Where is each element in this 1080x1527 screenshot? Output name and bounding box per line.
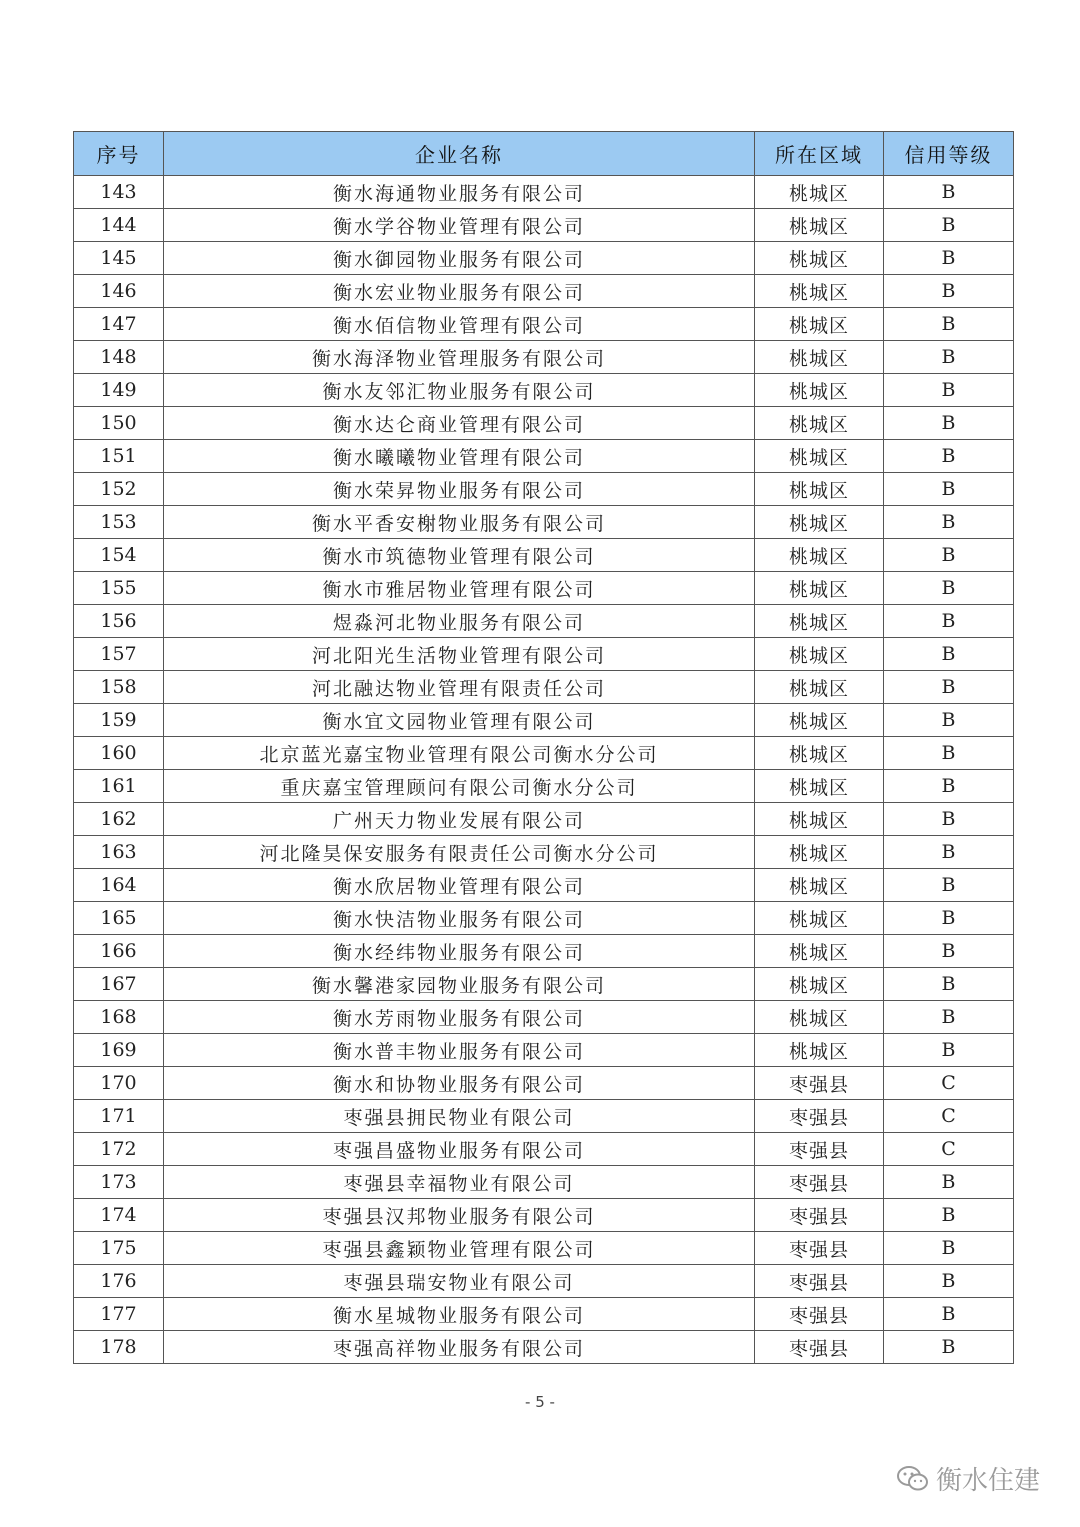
credit-grade-cell: B xyxy=(884,407,1014,440)
header-company-name: 企业名称 xyxy=(164,132,755,176)
credit-grade-cell: B xyxy=(884,737,1014,770)
region-cell: 枣强县 xyxy=(755,1298,884,1331)
credit-grade-cell: B xyxy=(884,341,1014,374)
credit-grade-cell: B xyxy=(884,275,1014,308)
region-cell: 桃城区 xyxy=(755,605,884,638)
credit-grade-cell: B xyxy=(884,1199,1014,1232)
credit-grade-cell: B xyxy=(884,803,1014,836)
table-row xyxy=(74,1298,1014,1331)
region-cell: 桃城区 xyxy=(755,1034,884,1067)
credit-grade-cell: B xyxy=(884,869,1014,902)
serial-number-cell: 163 xyxy=(74,836,164,869)
serial-number-cell: 170 xyxy=(74,1067,164,1100)
table-row xyxy=(74,242,1014,275)
company-name-cell: 衡水达仑商业管理有限公司 xyxy=(164,407,755,440)
company-name-cell: 衡水宏业物业服务有限公司 xyxy=(164,275,755,308)
company-name-cell: 枣强县鑫颖物业管理有限公司 xyxy=(164,1232,755,1265)
serial-number-cell: 155 xyxy=(74,572,164,605)
page-number: - 5 - xyxy=(525,1393,555,1411)
serial-number-cell: 143 xyxy=(74,176,164,209)
serial-number-cell: 175 xyxy=(74,1232,164,1265)
credit-grade-cell: B xyxy=(884,242,1014,275)
region-cell: 枣强县 xyxy=(755,1133,884,1166)
table-row xyxy=(74,1001,1014,1034)
credit-grade-cell: B xyxy=(884,572,1014,605)
region-cell: 桃城区 xyxy=(755,737,884,770)
credit-grade-cell: B xyxy=(884,1232,1014,1265)
credit-grade-cell: C xyxy=(884,1067,1014,1100)
credit-grade-cell: B xyxy=(884,1034,1014,1067)
region-cell: 桃城区 xyxy=(755,572,884,605)
region-cell: 桃城区 xyxy=(755,374,884,407)
credit-grade-cell: B xyxy=(884,440,1014,473)
table-row xyxy=(74,308,1014,341)
region-cell: 桃城区 xyxy=(755,935,884,968)
credit-grade-cell: B xyxy=(884,902,1014,935)
credit-grade-cell: B xyxy=(884,704,1014,737)
table-row xyxy=(74,968,1014,1001)
table-row xyxy=(74,638,1014,671)
table-row xyxy=(74,803,1014,836)
region-cell: 桃城区 xyxy=(755,836,884,869)
table-row xyxy=(74,275,1014,308)
serial-number-cell: 149 xyxy=(74,374,164,407)
serial-number-cell: 172 xyxy=(74,1133,164,1166)
credit-grade-cell: B xyxy=(884,1298,1014,1331)
serial-number-cell: 167 xyxy=(74,968,164,1001)
company-name-cell: 衡水星城物业服务有限公司 xyxy=(164,1298,755,1331)
credit-grade-cell: B xyxy=(884,473,1014,506)
company-name-cell: 枣强高祥物业服务有限公司 xyxy=(164,1331,755,1364)
credit-grade-cell: B xyxy=(884,671,1014,704)
wechat-icon xyxy=(896,1464,930,1494)
region-cell: 枣强县 xyxy=(755,1067,884,1100)
table-body xyxy=(74,176,1014,1364)
company-name-cell: 衡水佰信物业管理有限公司 xyxy=(164,308,755,341)
table-row xyxy=(74,1265,1014,1298)
company-name-cell: 衡水曦曦物业管理有限公司 xyxy=(164,440,755,473)
table-row xyxy=(74,605,1014,638)
serial-number-cell: 165 xyxy=(74,902,164,935)
region-cell: 枣强县 xyxy=(755,1331,884,1364)
company-name-cell: 重庆嘉宝管理顾问有限公司衡水分公司 xyxy=(164,770,755,803)
credit-grade-cell: B xyxy=(884,176,1014,209)
table-row xyxy=(74,869,1014,902)
credit-grade-cell: B xyxy=(884,638,1014,671)
serial-number-cell: 160 xyxy=(74,737,164,770)
company-name-cell: 衡水芳雨物业服务有限公司 xyxy=(164,1001,755,1034)
table-row xyxy=(74,572,1014,605)
credit-grade-cell: B xyxy=(884,770,1014,803)
company-name-cell: 衡水友邻汇物业服务有限公司 xyxy=(164,374,755,407)
company-name-cell: 衡水和协物业服务有限公司 xyxy=(164,1067,755,1100)
credit-rating-table xyxy=(73,131,1014,1364)
serial-number-cell: 152 xyxy=(74,473,164,506)
serial-number-cell: 159 xyxy=(74,704,164,737)
credit-grade-cell: B xyxy=(884,1331,1014,1364)
table-row xyxy=(74,440,1014,473)
company-name-cell: 衡水荣昇物业服务有限公司 xyxy=(164,473,755,506)
serial-number-cell: 145 xyxy=(74,242,164,275)
region-cell: 桃城区 xyxy=(755,473,884,506)
serial-number-cell: 177 xyxy=(74,1298,164,1331)
table-row xyxy=(74,407,1014,440)
table-row xyxy=(74,1232,1014,1265)
company-name-cell: 北京蓝光嘉宝物业管理有限公司衡水分公司 xyxy=(164,737,755,770)
company-name-cell: 衡水市雅居物业管理有限公司 xyxy=(164,572,755,605)
serial-number-cell: 148 xyxy=(74,341,164,374)
serial-number-cell: 161 xyxy=(74,770,164,803)
table-row xyxy=(74,539,1014,572)
table-row xyxy=(74,737,1014,770)
table-row xyxy=(74,374,1014,407)
region-cell: 枣强县 xyxy=(755,1100,884,1133)
company-name-cell: 枣强县汉邦物业服务有限公司 xyxy=(164,1199,755,1232)
header-serial-number: 序号 xyxy=(74,132,164,176)
region-cell: 桃城区 xyxy=(755,902,884,935)
region-cell: 桃城区 xyxy=(755,539,884,572)
region-cell: 桃城区 xyxy=(755,275,884,308)
region-cell: 桃城区 xyxy=(755,308,884,341)
credit-grade-cell: B xyxy=(884,374,1014,407)
company-name-cell: 衡水馨港家园物业服务有限公司 xyxy=(164,968,755,1001)
table-row xyxy=(74,1100,1014,1133)
table-row xyxy=(74,506,1014,539)
company-name-cell: 河北阳光生活物业管理有限公司 xyxy=(164,638,755,671)
region-cell: 桃城区 xyxy=(755,968,884,1001)
table-row xyxy=(74,341,1014,374)
company-name-cell: 煜淼河北物业服务有限公司 xyxy=(164,605,755,638)
region-cell: 枣强县 xyxy=(755,1199,884,1232)
credit-grade-cell: B xyxy=(884,1166,1014,1199)
header-region: 所在区域 xyxy=(755,132,884,176)
serial-number-cell: 166 xyxy=(74,935,164,968)
serial-number-cell: 156 xyxy=(74,605,164,638)
serial-number-cell: 147 xyxy=(74,308,164,341)
header-credit-grade: 信用等级 xyxy=(884,132,1014,176)
table-row xyxy=(74,935,1014,968)
region-cell: 桃城区 xyxy=(755,638,884,671)
region-cell: 桃城区 xyxy=(755,671,884,704)
region-cell: 桃城区 xyxy=(755,770,884,803)
company-name-cell: 衡水御园物业服务有限公司 xyxy=(164,242,755,275)
credit-grade-cell: C xyxy=(884,1100,1014,1133)
region-cell: 桃城区 xyxy=(755,440,884,473)
serial-number-cell: 171 xyxy=(74,1100,164,1133)
company-name-cell: 衡水经纬物业服务有限公司 xyxy=(164,935,755,968)
region-cell: 枣强县 xyxy=(755,1166,884,1199)
table-row xyxy=(74,1166,1014,1199)
company-name-cell: 河北隆昊保安服务有限责任公司衡水分公司 xyxy=(164,836,755,869)
table-row xyxy=(74,473,1014,506)
serial-number-cell: 174 xyxy=(74,1199,164,1232)
serial-number-cell: 157 xyxy=(74,638,164,671)
company-name-cell: 衡水海泽物业管理服务有限公司 xyxy=(164,341,755,374)
table-row xyxy=(74,902,1014,935)
table-row xyxy=(74,1133,1014,1166)
table-row xyxy=(74,1067,1014,1100)
serial-number-cell: 176 xyxy=(74,1265,164,1298)
table-header-row xyxy=(74,132,1014,176)
serial-number-cell: 169 xyxy=(74,1034,164,1067)
region-cell: 桃城区 xyxy=(755,341,884,374)
table-row xyxy=(74,1034,1014,1067)
company-name-cell: 广州天力物业发展有限公司 xyxy=(164,803,755,836)
credit-grade-cell: B xyxy=(884,935,1014,968)
serial-number-cell: 144 xyxy=(74,209,164,242)
credit-grade-cell: B xyxy=(884,1001,1014,1034)
serial-number-cell: 153 xyxy=(74,506,164,539)
serial-number-cell: 150 xyxy=(74,407,164,440)
table-row xyxy=(74,176,1014,209)
table-row xyxy=(74,1199,1014,1232)
region-cell: 桃城区 xyxy=(755,176,884,209)
region-cell: 桃城区 xyxy=(755,209,884,242)
company-name-cell: 衡水海通物业服务有限公司 xyxy=(164,176,755,209)
region-cell: 枣强县 xyxy=(755,1265,884,1298)
region-cell: 桃城区 xyxy=(755,407,884,440)
company-name-cell: 衡水宜文园物业管理有限公司 xyxy=(164,704,755,737)
region-cell: 枣强县 xyxy=(755,1232,884,1265)
serial-number-cell: 168 xyxy=(74,1001,164,1034)
company-name-cell: 枣强县幸福物业有限公司 xyxy=(164,1166,755,1199)
table-row xyxy=(74,1331,1014,1364)
watermark xyxy=(896,1460,1040,1497)
table-row xyxy=(74,836,1014,869)
company-name-cell: 枣强昌盛物业服务有限公司 xyxy=(164,1133,755,1166)
company-name-cell: 衡水欣居物业管理有限公司 xyxy=(164,869,755,902)
credit-grade-cell: B xyxy=(884,506,1014,539)
serial-number-cell: 164 xyxy=(74,869,164,902)
serial-number-cell: 151 xyxy=(74,440,164,473)
region-cell: 桃城区 xyxy=(755,869,884,902)
serial-number-cell: 154 xyxy=(74,539,164,572)
region-cell: 桃城区 xyxy=(755,242,884,275)
region-cell: 桃城区 xyxy=(755,704,884,737)
credit-grade-cell: B xyxy=(884,539,1014,572)
serial-number-cell: 146 xyxy=(74,275,164,308)
company-name-cell: 河北融达物业管理有限责任公司 xyxy=(164,671,755,704)
company-name-cell: 衡水市筑德物业管理有限公司 xyxy=(164,539,755,572)
company-name-cell: 枣强县瑞安物业有限公司 xyxy=(164,1265,755,1298)
company-name-cell: 衡水学谷物业管理有限公司 xyxy=(164,209,755,242)
credit-grade-cell: B xyxy=(884,209,1014,242)
credit-grade-cell: B xyxy=(884,605,1014,638)
credit-grade-cell: B xyxy=(884,308,1014,341)
company-name-cell: 衡水平香安榭物业服务有限公司 xyxy=(164,506,755,539)
company-name-cell: 衡水普丰物业服务有限公司 xyxy=(164,1034,755,1067)
table-row xyxy=(74,209,1014,242)
credit-grade-cell: B xyxy=(884,968,1014,1001)
region-cell: 桃城区 xyxy=(755,506,884,539)
serial-number-cell: 178 xyxy=(74,1331,164,1364)
serial-number-cell: 173 xyxy=(74,1166,164,1199)
credit-grade-cell: C xyxy=(884,1133,1014,1166)
company-name-cell: 衡水快洁物业服务有限公司 xyxy=(164,902,755,935)
watermark-text: 衡水住建 xyxy=(936,1466,1041,1496)
region-cell: 桃城区 xyxy=(755,1001,884,1034)
serial-number-cell: 158 xyxy=(74,671,164,704)
company-name-cell: 枣强县拥民物业有限公司 xyxy=(164,1100,755,1133)
table-row xyxy=(74,704,1014,737)
credit-grade-cell: B xyxy=(884,1265,1014,1298)
table-row xyxy=(74,671,1014,704)
region-cell: 桃城区 xyxy=(755,803,884,836)
serial-number-cell: 162 xyxy=(74,803,164,836)
table-row xyxy=(74,770,1014,803)
credit-grade-cell: B xyxy=(884,836,1014,869)
